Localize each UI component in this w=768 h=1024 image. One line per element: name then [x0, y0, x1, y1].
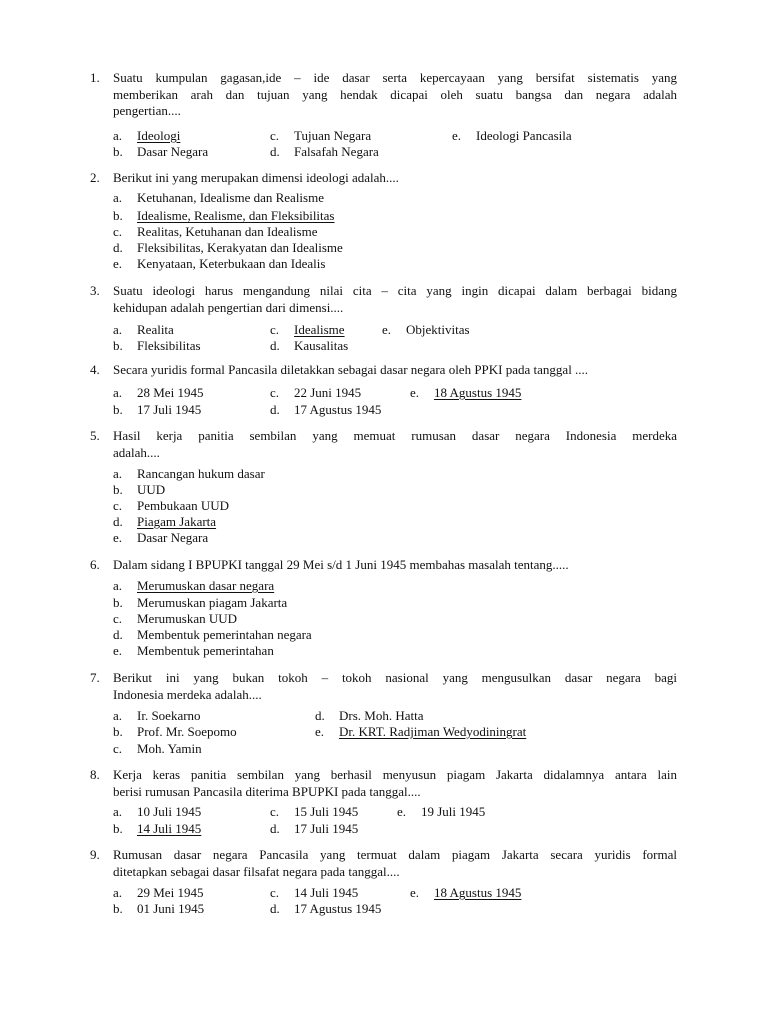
- option-text: 19 Juli 1945: [421, 804, 486, 819]
- option-letter: b.: [113, 402, 123, 417]
- answer-option: [113, 901, 204, 917]
- question-number: 7.: [90, 670, 100, 685]
- answer-option: [113, 530, 208, 546]
- question-number: 5.: [90, 428, 100, 443]
- question-text-line: Kerja keras panitia sembilan yang berhasil menyusun piagam Jakarta didalamnya antara lain: [113, 767, 677, 782]
- answer-option: [113, 190, 324, 206]
- answer-option: [113, 466, 265, 482]
- option-text: UUD: [137, 482, 166, 497]
- answer-option: [270, 385, 361, 401]
- answer-option: [113, 482, 165, 498]
- option-text-underlined: 18 Agustus 1945: [434, 385, 522, 400]
- answer-option: [410, 385, 521, 401]
- option-letter: a.: [113, 322, 123, 337]
- option-letter: b.: [113, 208, 123, 223]
- question-number: 2.: [90, 170, 100, 185]
- option-letter: e.: [113, 643, 123, 658]
- answer-option: [113, 385, 203, 401]
- option-letter: b.: [113, 338, 123, 353]
- answer-option: [113, 611, 237, 627]
- option-letter: d.: [270, 901, 280, 916]
- option-letter: c.: [270, 128, 280, 143]
- option-text: Dasar Negara: [137, 144, 209, 159]
- option-letter: e.: [410, 385, 420, 400]
- option-text: Pembukaan UUD: [137, 498, 230, 513]
- option-letter: c.: [113, 498, 123, 513]
- option-text: 17 Juli 1945: [294, 821, 359, 836]
- question-text: [113, 362, 677, 379]
- question-text: [113, 283, 677, 316]
- answer-option: [113, 595, 287, 611]
- answer-option: [410, 885, 521, 901]
- answer-option: [452, 128, 572, 144]
- option-text: Membentuk pemerintahan negara: [137, 627, 312, 642]
- option-text: 17 Agustus 1945: [294, 901, 382, 916]
- question-number: 1.: [90, 70, 100, 85]
- question-text-line: pengertian....: [113, 103, 181, 118]
- question-number: 9.: [90, 847, 100, 862]
- option-letter: b.: [113, 901, 123, 916]
- answer-option: [270, 338, 348, 354]
- answer-option: [113, 144, 208, 160]
- option-letter: a.: [113, 128, 123, 143]
- question-number: 6.: [90, 557, 100, 572]
- question-text: [113, 70, 677, 120]
- option-letter: a.: [113, 885, 123, 900]
- option-letter: d.: [270, 144, 280, 159]
- option-letter: a.: [113, 190, 123, 205]
- option-text: Realita: [137, 322, 174, 337]
- question-number: 4.: [90, 362, 100, 377]
- question-text-line: Berikut ini yang bukan tokoh – tokoh nasional yang mengusulkan dasar negara bagi: [113, 670, 677, 685]
- answer-option: [113, 498, 229, 514]
- option-text: Ir. Soekarno: [137, 708, 201, 723]
- option-text: 10 Juli 1945: [137, 804, 202, 819]
- answer-option: [113, 224, 318, 240]
- option-letter: a.: [113, 385, 123, 400]
- option-text: Prof. Mr. Soepomo: [137, 724, 237, 739]
- question-text: [113, 557, 677, 574]
- question-text-line: Suatu kumpulan gagasan,ide – ide dasar serta kepercayaan yang bersifat sistematis yang: [113, 70, 677, 85]
- question-number: 8.: [90, 767, 100, 782]
- option-text-underlined: 18 Agustus 1945: [434, 885, 522, 900]
- option-letter: d.: [270, 338, 280, 353]
- question-text: [113, 847, 677, 880]
- option-letter: e.: [397, 804, 407, 819]
- option-letter: a.: [113, 708, 123, 723]
- answer-option: [270, 821, 358, 837]
- option-text: Membentuk pemerintahan: [137, 643, 274, 658]
- question-text-line: Indonesia merdeka adalah....: [113, 686, 262, 702]
- option-text-underlined: Piagam Jakarta: [137, 514, 217, 529]
- option-letter: e.: [315, 724, 325, 739]
- option-letter: e.: [382, 322, 392, 337]
- question-text: [113, 170, 677, 187]
- answer-option: [315, 708, 424, 724]
- option-letter: e.: [113, 256, 123, 271]
- option-letter: b.: [113, 724, 123, 739]
- option-text: Kenyataan, Keterbukaan dan Idealis: [137, 256, 326, 271]
- option-text: Ideologi Pancasila: [476, 128, 572, 143]
- option-text: Merumuskan UUD: [137, 611, 238, 626]
- question-text: [113, 670, 677, 703]
- option-text: 28 Mei 1945: [137, 385, 204, 400]
- answer-option: [382, 322, 470, 338]
- question-text-line: berisi rumusan Pancasila diterima BPUPKI pada tanggal....: [113, 783, 421, 799]
- option-text: Rancangan hukum dasar: [137, 466, 265, 481]
- option-letter: a.: [113, 466, 123, 481]
- question-text-line: adalah....: [113, 444, 160, 460]
- answer-option: [113, 885, 203, 901]
- option-text: Fleksibilitas, Kerakyatan dan Idealisme: [137, 240, 343, 255]
- option-text: Ketuhanan, Idealisme dan Realisme: [137, 190, 324, 205]
- option-letter: b.: [113, 595, 123, 610]
- question-text: [113, 428, 677, 461]
- option-letter: d.: [270, 402, 280, 417]
- option-letter: d.: [113, 240, 123, 255]
- question-text: [113, 767, 677, 800]
- answer-option: [113, 708, 201, 724]
- option-letter: a.: [113, 804, 123, 819]
- option-text-underlined: Idealisme, Realisme, dan Fleksibilitas: [137, 208, 335, 223]
- option-letter: a.: [113, 578, 123, 593]
- option-text: Realitas, Ketuhanan dan Idealisme: [137, 224, 318, 239]
- option-letter: c.: [113, 741, 123, 756]
- answer-option: [270, 128, 371, 144]
- option-text-underlined: Ideologi: [137, 128, 181, 143]
- answer-option: [397, 804, 485, 820]
- option-text: Fleksibilitas: [137, 338, 201, 353]
- question-text-line: Berikut ini yang merupakan dimensi ideologi adalah....: [113, 170, 399, 185]
- question-text-line: Secara yuridis formal Pancasila diletakkan sebagai dasar negara oleh PPKI pada tanggal ....: [113, 362, 589, 377]
- option-text-underlined: 14 Juli 1945: [137, 821, 202, 836]
- option-letter: e.: [410, 885, 420, 900]
- answer-option: [113, 821, 201, 837]
- option-letter: e.: [452, 128, 462, 143]
- answer-option: [270, 144, 379, 160]
- option-text: 14 Juli 1945: [294, 885, 359, 900]
- option-letter: d.: [315, 708, 325, 723]
- option-text-underlined: Idealisme: [294, 322, 345, 337]
- option-text-underlined: Dr. KRT. Radjiman Wedyodiningrat: [339, 724, 527, 739]
- option-text: Tujuan Negara: [294, 128, 372, 143]
- answer-option: [113, 804, 201, 820]
- option-letter: d.: [270, 821, 280, 836]
- answer-option: [270, 885, 358, 901]
- question-text-line: Dalam sidang I BPUPKI tanggal 29 Mei s/d 1 Juni 1945 membahas masalah tentang.....: [113, 557, 569, 572]
- option-text: Moh. Yamin: [137, 741, 202, 756]
- option-letter: d.: [113, 627, 123, 642]
- option-text: 17 Agustus 1945: [294, 402, 382, 417]
- answer-option: [113, 643, 274, 659]
- answer-option: [113, 240, 343, 256]
- answer-option: [113, 514, 216, 530]
- answer-option: [113, 741, 202, 757]
- option-letter: b.: [113, 821, 123, 836]
- answer-option: [113, 627, 312, 643]
- answer-option: [270, 901, 381, 917]
- question-number: 3.: [90, 283, 100, 298]
- option-text: 29 Mei 1945: [137, 885, 204, 900]
- option-letter: c.: [270, 322, 280, 337]
- answer-option: [315, 724, 526, 740]
- answer-option: [113, 128, 180, 144]
- option-letter: c.: [270, 885, 280, 900]
- option-letter: d.: [113, 514, 123, 529]
- option-text: 22 Juni 1945: [294, 385, 362, 400]
- answer-option: [113, 322, 174, 338]
- option-text: 17 Juli 1945: [137, 402, 202, 417]
- answer-option: [113, 338, 201, 354]
- option-text-underlined: Merumuskan dasar negara: [137, 578, 275, 593]
- option-text: Drs. Moh. Hatta: [339, 708, 424, 723]
- option-text: Kausalitas: [294, 338, 349, 353]
- option-letter: c.: [270, 804, 280, 819]
- option-letter: c.: [270, 385, 280, 400]
- question-text-line: kehidupan adalah pengertian dari dimensi....: [113, 299, 344, 315]
- question-text-line: memberikan arah dan tujuan yang hendak dicapai oleh suatu bangsa dan negara adalah: [113, 86, 677, 102]
- answer-option: [270, 804, 358, 820]
- question-text-line: Rumusan dasar negara Pancasila yang termuat dalam piagam Jakarta secara yuridis formal: [113, 847, 677, 862]
- option-text: 15 Juli 1945: [294, 804, 359, 819]
- option-text: Objektivitas: [406, 322, 470, 337]
- answer-option: [113, 208, 335, 224]
- question-text-line: Suatu ideologi harus mengandung nilai cita – cita yang ingin dicapai dalam berbagai bidang: [113, 283, 677, 298]
- question-text-line: ditetapkan sebagai dasar filsafat negara pada tanggal....: [113, 863, 400, 879]
- option-text: Merumuskan piagam Jakarta: [137, 595, 288, 610]
- option-text: 01 Juni 1945: [137, 901, 205, 916]
- option-text: Falsafah Negara: [294, 144, 379, 159]
- option-letter: c.: [113, 611, 123, 626]
- answer-option: [270, 402, 381, 418]
- answer-option: [113, 578, 274, 594]
- answer-option: [270, 322, 345, 338]
- answer-option: [113, 402, 201, 418]
- answer-option: [113, 724, 237, 740]
- option-text: Dasar Negara: [137, 530, 209, 545]
- option-letter: e.: [113, 530, 123, 545]
- option-letter: b.: [113, 482, 123, 497]
- option-letter: c.: [113, 224, 123, 239]
- option-letter: b.: [113, 144, 123, 159]
- question-text-line: Hasil kerja panitia sembilan yang memuat rumusan dasar negara Indonesia merdeka: [113, 428, 677, 443]
- answer-option: [113, 256, 325, 272]
